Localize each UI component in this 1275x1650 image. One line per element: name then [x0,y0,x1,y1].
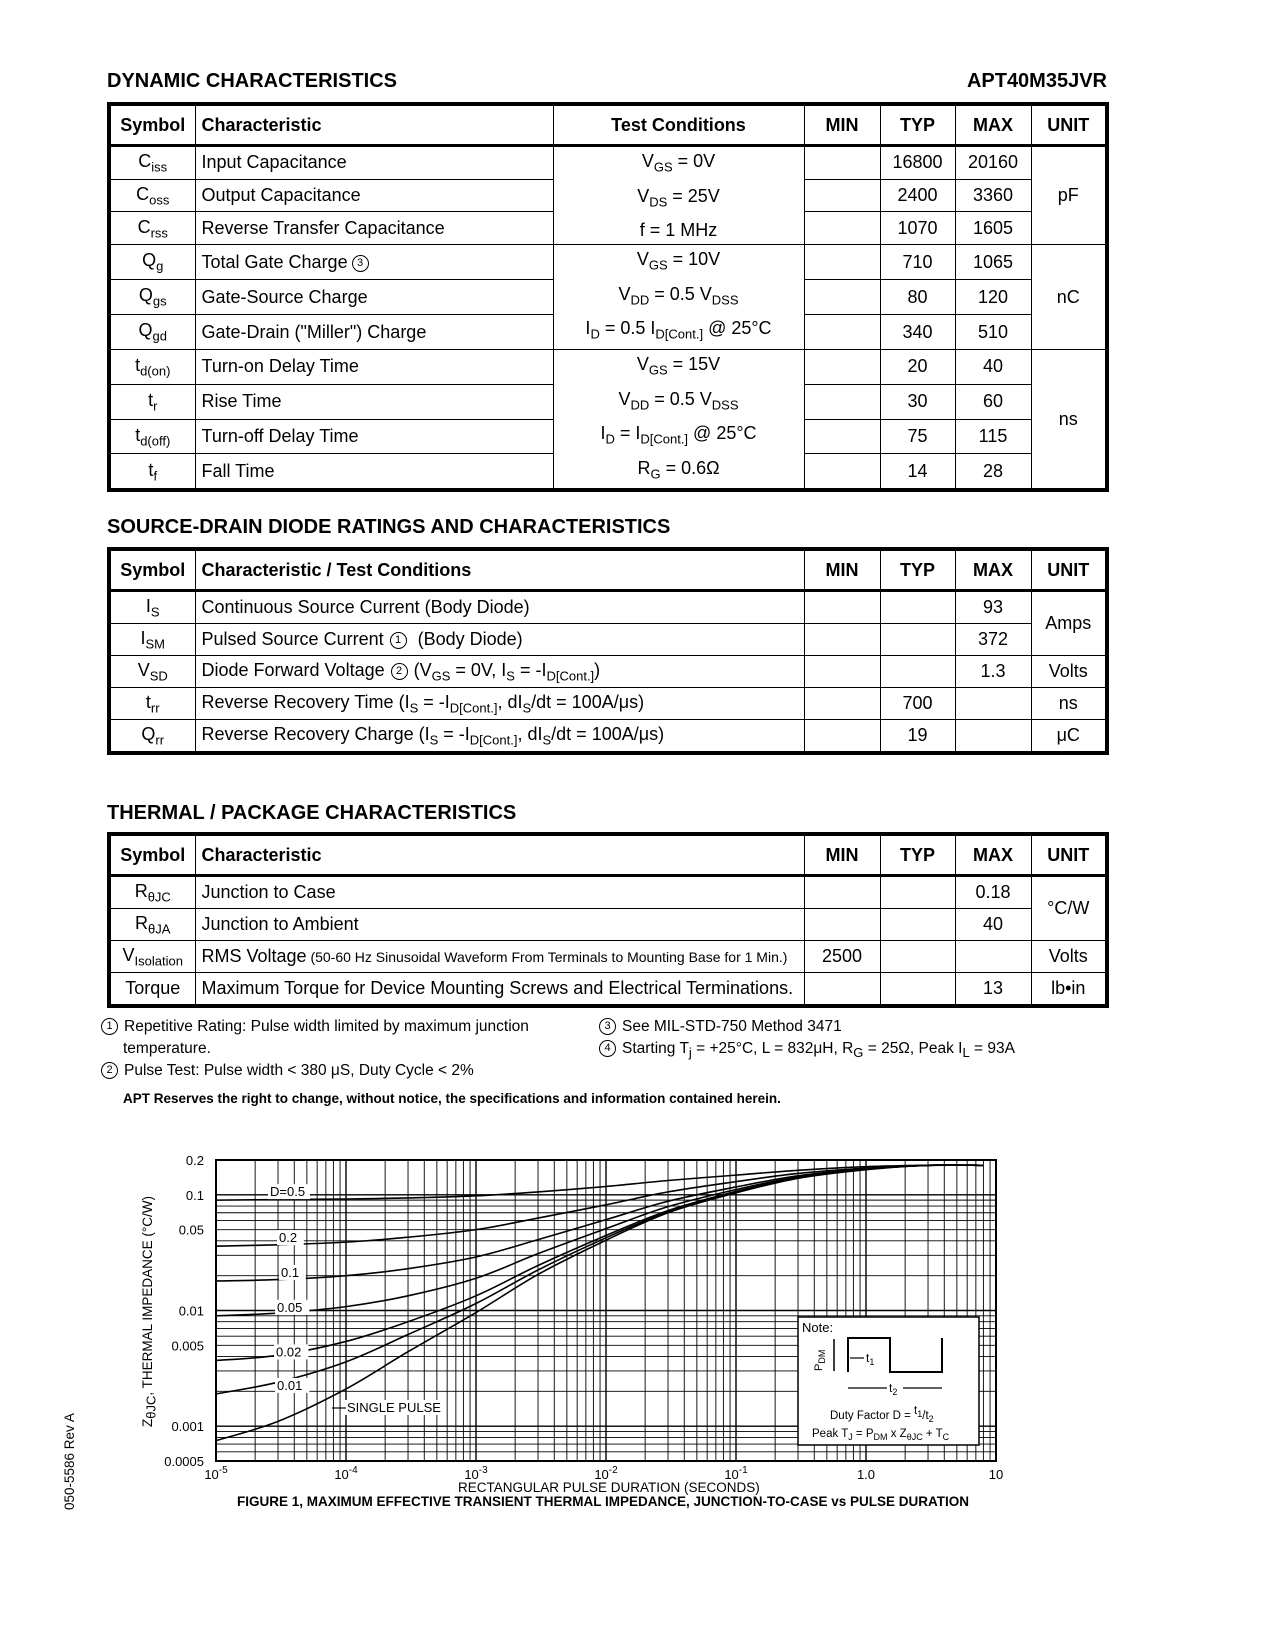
header-symbol: Symbol [109,104,195,146]
typ-cell [880,909,955,941]
max-cell: 120 [955,280,1031,315]
max-cell: 3360 [955,179,1031,212]
diode-ratings-table [107,547,1109,755]
typ-cell: 75 [880,419,955,454]
unit-cell: pF [1031,146,1107,245]
section-title-diode: SOURCE-DRAIN DIODE RATINGS AND CHARACTERISTICS [107,516,671,538]
characteristic-cell: Output Capacitance [195,179,553,212]
y-tick-label: 0.01 [178,1303,204,1319]
min-cell [804,656,880,688]
max-cell: 1.3 [955,656,1031,688]
table-row [109,720,1107,754]
header-characteristic: Characteristic [195,104,553,146]
x-tick-label: $10^{-3}$ [464,1465,488,1482]
min-cell [804,876,880,909]
table-row [109,146,1107,180]
unit-cell: lb•in [1031,973,1107,1007]
unit-cell: nC [1031,245,1107,350]
symbol-cell: $Q_{rr}$ [109,720,195,754]
note-3: 3 See MIL-STD-750 Method 3471 [599,1016,1069,1038]
x-tick-label: $10^{-1}$ [724,1465,748,1482]
thermal-impedance-chart [0,1140,1275,1520]
characteristic-cell: Junction to Case [195,876,804,909]
note-2: 2 Pulse Test: Pulse width < 380 μS, Duty Cycle < 2% [101,1060,571,1082]
max-cell: 372 [955,624,1031,656]
min-cell [804,349,880,384]
y-tick-label: 0.0005 [164,1454,204,1469]
t2-label: $t_2$ [889,1381,898,1397]
header-min: MIN [804,104,880,146]
min-cell [804,720,880,754]
symbol-cell: $C_{oss}$ [109,179,195,212]
typ-cell [880,624,955,656]
note-1-cont: temperature. [123,1040,211,1057]
typ-cell [880,656,955,688]
characteristic-cell: Input Capacitance [195,146,553,180]
unit-cell: Amps [1031,591,1107,656]
min-cell [804,245,880,280]
part-number: APT40M35JVR [966,70,1107,92]
typ-cell: 80 [880,280,955,315]
y-tick-label: 0.05 [178,1222,204,1238]
min-cell [804,973,880,1007]
symbol-cell: $V_{SD}$ [109,656,195,688]
symbol-cell: Torque [109,973,195,1007]
typ-cell: 340 [880,315,955,350]
characteristic-cell: Gate-Drain ("Miller") Charge [195,315,553,350]
pdm-label: $P_{DM}$ [813,1349,827,1371]
min-cell [804,146,880,180]
header-max: MAX [955,104,1031,146]
notes-left [101,1016,571,1082]
chart-y-axis-label: $Z_{\theta JC}$, THERMAL IMPEDANCE (°C/W) [140,1195,159,1427]
characteristic-cell: Pulsed Source Current 1 (Body Diode) [195,624,804,656]
series-label: 0.05 [277,1299,303,1315]
typ-cell [880,973,955,1007]
typ-cell: 19 [880,720,955,754]
duty-factor: Duty Factor $D = t_1/t_2$ [830,1405,934,1424]
max-cell: 40 [955,349,1031,384]
min-cell [804,419,880,454]
series-label: 0.2 [279,1230,298,1246]
table-row [109,349,1107,384]
min-cell [804,909,880,941]
table-row [109,973,1107,1007]
table-row [109,656,1107,688]
section-title-dynamic: DYNAMIC CHARACTERISTICS [107,70,397,92]
symbol-cell: $I_{SM}$ [109,624,195,656]
max-cell: 60 [955,384,1031,419]
header-characteristic: Characteristic [195,834,804,876]
max-cell [955,941,1031,973]
symbol-cell: $t_r$ [109,384,195,419]
series-label: 0.01 [277,1377,303,1393]
characteristic-cell: Continuous Source Current (Body Diode) [195,591,804,624]
typ-cell [880,591,955,624]
min-cell: 2500 [804,941,880,973]
characteristic-cell: RMS Voltage (50-60 Hz Sinusoidal Waveform From Terminals to Mounting Base for 1 Min.) [195,941,804,973]
test-conditions-cell: $V_{GS} = 0V$ $V_{DS} = 25V$ f = 1 MHz [553,146,804,245]
header-min: MIN [804,834,880,876]
min-cell [804,384,880,419]
table-row [109,245,1107,280]
series-label: SINGLE PULSE [347,1399,441,1415]
characteristic-cell: Reverse Recovery Time ($I_S = -I_{D[Cont.]}$, $dI_S/dt = 100A/\mu s$) [195,688,804,720]
header-max: MAX [955,834,1031,876]
min-cell [804,591,880,624]
symbol-cell: $I_S$ [109,591,195,624]
typ-cell: 700 [880,688,955,720]
min-cell [804,624,880,656]
characteristic-cell: Diode Forward Voltage 2 ($V_{GS} = 0V$, $I_S = -I_{D[Cont.]}$) [195,656,804,688]
header-symbol: Symbol [109,549,195,591]
header-max: MAX [955,549,1031,591]
unit-cell: Volts [1031,656,1107,688]
peak-formula: Peak $T_J = P_{DM}$ x $Z_{\theta JC} + T_C$ [812,1428,950,1442]
min-cell [804,688,880,720]
max-cell [955,688,1031,720]
header-unit: UNIT [1031,549,1107,591]
note-1: 1 Repetitive Rating: Pulse width limited by maximum junction [101,1016,571,1038]
symbol-cell: $Q_{gs}$ [109,280,195,315]
x-tick-label: 1.0 [856,1467,876,1482]
table-row [109,624,1107,656]
test-conditions-cell: $V_{GS} = 10V$ $V_{DD} = 0.5$ $V_{DSS}$ $I_D = 0.5$ $I_{D[Cont.]}$ @ 25°C [553,245,804,350]
thermal-package-table [107,832,1109,1008]
disclaimer: APT Reserves the right to change, without notice, the specifications and information contained herein. [123,1091,781,1106]
x-tick-label: $10^{-5}$ [204,1465,228,1482]
typ-cell: 14 [880,454,955,490]
max-cell: 1065 [955,245,1031,280]
symbol-cell: $t_{d(off)}$ [109,419,195,454]
min-cell [804,315,880,350]
characteristic-cell: Reverse Transfer Capacitance [195,212,553,245]
header-characteristic-test-conditions: Characteristic / Test Conditions [195,549,804,591]
typ-cell: 16800 [880,146,955,180]
figure-caption: FIGURE 1, MAXIMUM EFFECTIVE TRANSIENT THERMAL IMPEDANCE, JUNCTION-TO-CASE vs PULSE DURATION [237,1494,970,1509]
x-tick-label: $10^{-2}$ [594,1465,618,1482]
max-cell: 0.18 [955,876,1031,909]
symbol-cell: $C_{rss}$ [109,212,195,245]
characteristic-cell: Reverse Recovery Charge ($I_S = -I_{D[Cont.]}$, $dI_S/dt = 100A/\mu s$) [195,720,804,754]
header-typ: TYP [880,104,955,146]
max-cell: 40 [955,909,1031,941]
symbol-cell: $Q_g$ [109,245,195,280]
unit-cell: ns [1031,688,1107,720]
series-label: 0.1 [281,1264,300,1280]
symbol-cell: $t_{rr}$ [109,688,195,720]
typ-cell: 20 [880,349,955,384]
typ-cell: 1070 [880,212,955,245]
symbol-cell: $t_{d(on)}$ [109,349,195,384]
min-cell [804,179,880,212]
header-typ: TYP [880,834,955,876]
unit-cell: Volts [1031,941,1107,973]
min-cell [804,212,880,245]
max-cell: 115 [955,419,1031,454]
table-row [109,876,1107,909]
max-cell: 13 [955,973,1031,1007]
unit-cell: μC [1031,720,1107,754]
header-unit: UNIT [1031,104,1107,146]
min-cell [804,280,880,315]
y-tick-label: 0.1 [185,1187,204,1203]
section-title-thermal: THERMAL / PACKAGE CHARACTERISTICS [107,802,517,824]
note-title: Note: [802,1320,834,1335]
x-tick-label: 10 [988,1467,1004,1482]
max-cell [955,720,1031,754]
header-typ: TYP [880,549,955,591]
header-min: MIN [804,549,880,591]
typ-cell: 710 [880,245,955,280]
min-cell [804,454,880,490]
symbol-cell: $t_f$ [109,454,195,490]
max-cell: 28 [955,454,1031,490]
symbol-cell: $Q_{gd}$ [109,315,195,350]
characteristic-cell: Maximum Torque for Device Mounting Screws and Electrical Terminations. [195,973,804,1007]
y-tick-label: 0.2 [185,1153,204,1168]
unit-cell: ns [1031,349,1107,490]
symbol-cell: $R_{\theta JA}$ [109,909,195,941]
characteristic-cell: Total Gate Charge 3 [195,245,553,280]
symbol-cell: $R_{\theta JC}$ [109,876,195,909]
max-cell: 93 [955,591,1031,624]
typ-cell: 2400 [880,179,955,212]
unit-cell: °C/W [1031,876,1107,941]
test-conditions-cell: $V_{GS} = 15V$ $V_{DD} = 0.5$ $V_{DSS}$ $I_D = I_{D[Cont.]}$ @ 25°C $R_G = 0.6\Omega$ [553,349,804,490]
typ-cell: 30 [880,384,955,419]
characteristic-cell: Fall Time [195,454,553,490]
y-tick-label: 0.005 [171,1338,204,1354]
header-test-conditions: Test Conditions [553,104,804,146]
symbol-cell: $C_{iss}$ [109,146,195,180]
note-4: 4 Starting $T_j = +25^\circ C$, L = 832μH, $R_G = 25\Omega$, Peak $I_L = 93A$ [599,1038,1069,1064]
max-cell: 20160 [955,146,1031,180]
typ-cell [880,941,955,973]
x-tick-label: $10^{-4}$ [334,1465,358,1482]
symbol-cell: $V_{Isolation}$ [109,941,195,973]
max-cell: 1605 [955,212,1031,245]
series-label: D=0.5 [270,1184,306,1200]
header-symbol: Symbol [109,834,195,876]
characteristic-cell: Rise Time [195,384,553,419]
dynamic-characteristics-table [107,102,1109,492]
characteristic-cell: Turn-off Delay Time [195,419,553,454]
typ-cell [880,876,955,909]
table-row [109,941,1107,973]
document-revision: 050-5586 Rev A [62,1413,77,1510]
y-tick-label: 0.001 [171,1419,204,1435]
header-unit: UNIT [1031,834,1107,876]
max-cell: 510 [955,315,1031,350]
notes-right [599,1016,1069,1064]
characteristic-cell: Gate-Source Charge [195,280,553,315]
table-row [109,591,1107,624]
series-label: 0.02 [276,1344,302,1360]
table-row [109,688,1107,720]
characteristic-cell: Turn-on Delay Time [195,349,553,384]
table-row [109,909,1107,941]
t1-label: $t_1$ [866,1351,875,1367]
characteristic-cell: Junction to Ambient [195,909,804,941]
chart-x-axis-label: RECTANGULAR PULSE DURATION (SECONDS) [458,1480,760,1495]
